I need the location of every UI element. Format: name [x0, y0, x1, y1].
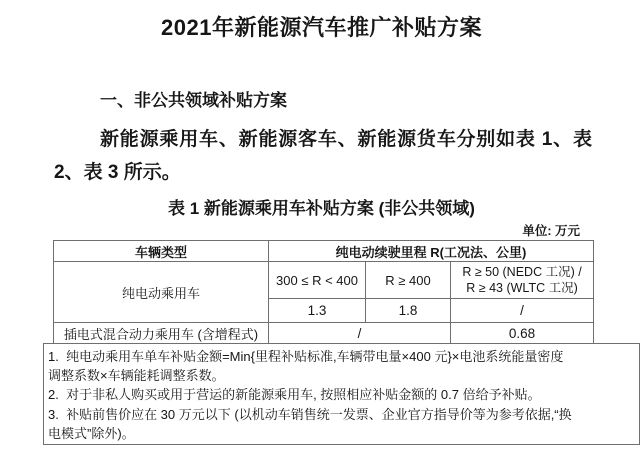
note-line: 电模式”除外)。 [48, 425, 135, 441]
page-title: 2021年新能源汽车推广补贴方案 [161, 15, 482, 40]
note-line: 1. 纯电动乘用车单车补贴金额=Min{里程补贴标准,车辆带电量×400 元}×电池系统能量密度 [48, 349, 564, 364]
bev-range1-cell: 300 ≤ R < 400 [269, 262, 366, 299]
table-row [54, 262, 594, 299]
phev-subsidy3-cell: 0.68 [451, 323, 594, 344]
table-header-row [54, 241, 594, 262]
bev-range2-cell: R ≥ 400 [366, 262, 451, 299]
bev-range3-line1: R ≥ 50 (NEDC 工况) / [462, 265, 582, 279]
phev-subsidy12-cell: / [269, 323, 451, 344]
header-range: 纯电动续驶里程 R(工况法、公里) [269, 241, 594, 262]
bev-range3-line2: R ≥ 43 (WLTC 工况) [466, 281, 578, 295]
paragraph-line: 新能源乘用车、新能源客车、新能源货车分别如表 1、表 [100, 129, 592, 150]
bev-subsidy3-cell: / [451, 299, 594, 323]
unit-label: 单位: 万元 [522, 224, 580, 238]
bev-range3-cell [451, 262, 594, 299]
bev-subsidy2-cell: 1.8 [366, 299, 451, 323]
paragraph-line: 2、表 3 所示。 [54, 162, 181, 183]
note-line: 2. 对于非私人购买或用于营运的新能源乘用车, 按照相应补贴金额的 0.7 倍给予补贴。 [48, 387, 541, 403]
note-line: 3. 补贴前售价应在 30 万元以下 (以机动车销售统一发票、企业官方指导价等为参考依据,“换 [48, 406, 572, 422]
bev-subsidy1-cell: 1.3 [269, 299, 366, 323]
section-heading: 一、非公共领域补贴方案 [100, 91, 287, 110]
header-vehicle-type: 车辆类型 [54, 241, 269, 262]
bev-label-cell: 纯电动乘用车 [54, 262, 269, 323]
table-row [54, 323, 594, 344]
table-notes [43, 343, 640, 445]
table-caption: 表 1 新能源乘用车补贴方案 (非公共领域) [168, 199, 475, 218]
phev-label-cell: 插电式混合动力乘用车 (含增程式) [54, 323, 269, 344]
note-line: 调整系数×车辆能耗调整系数。 [48, 368, 225, 384]
subsidy-table [53, 240, 594, 344]
